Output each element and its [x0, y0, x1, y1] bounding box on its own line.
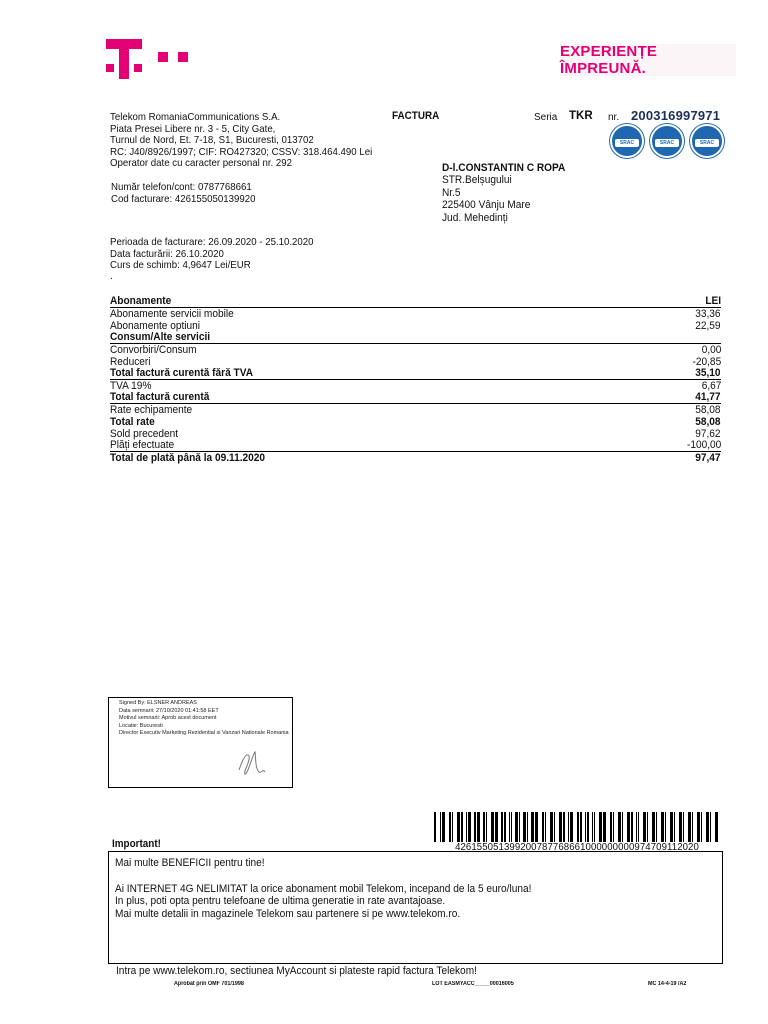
row-value: 35,10	[695, 367, 721, 379]
signature-location: Locatie: Bucuresti	[119, 722, 163, 729]
barcode	[432, 812, 722, 842]
company-registration: RC: J40/8926/1997; CIF: RO427320; CSSV: 318.464.490 Lei	[110, 145, 373, 158]
row-label: TVA 19%	[110, 380, 152, 392]
period-dot: .	[110, 270, 113, 282]
row-label: Total de plată până la 09.11.2020	[110, 452, 266, 464]
promo-line: Ai INTERNET 4G NELIMITAT la orice abonament mobil Telekom, incepand de la 5 euro/luna!	[115, 882, 532, 895]
row-label: Total rate	[110, 416, 155, 428]
handwritten-signature	[233, 746, 269, 778]
promo-line: Mai multe BENEFICII pentru tine!	[115, 857, 265, 869]
row-label: Plăți efectuate	[110, 439, 175, 451]
promo-box	[108, 851, 723, 964]
promo-line: In plus, poti opta pentru telefoane de ultima generatie in rate avantajoase.	[115, 895, 446, 907]
table-row	[110, 368, 721, 380]
telekom-logo	[92, 30, 212, 86]
row-value: 58,08	[695, 416, 721, 428]
seria-label: Seria	[534, 112, 558, 123]
table-row	[110, 440, 721, 452]
certification-seal-icon: SRAC	[650, 124, 684, 158]
invoice-table	[110, 296, 721, 464]
certification-seal-icon: SRAC	[610, 124, 644, 158]
table-row	[110, 404, 721, 416]
client-name: D-l.CONSTANTIN C ROPA	[442, 162, 566, 174]
row-value: 6,67	[701, 380, 721, 392]
barcode-number: 426155051399200787768661000000000974709112020	[455, 842, 699, 853]
row-label: Abonamente	[110, 295, 172, 307]
certification-seal-icon: SRAC	[690, 124, 724, 158]
table-row	[110, 332, 721, 344]
row-label: Convorbiri/Consum	[110, 344, 197, 356]
company-operator: Operator date cu caracter personal nr. 292	[110, 157, 293, 169]
row-label: Rate echipamente	[110, 404, 193, 416]
row-label: Total factură curentă	[110, 391, 210, 403]
row-label: Total factură curentă fără TVA	[110, 367, 254, 379]
phone-number: Număr telefon/cont: 0787768661	[111, 181, 252, 193]
billing-period: Perioada de facturare: 26.09.2020 - 25.10.2020	[110, 236, 314, 248]
certifications	[610, 124, 726, 158]
client-address-block	[442, 162, 722, 224]
brand-slogan: EXPERIENȚE ÎMPREUNĂ.	[560, 44, 736, 76]
myaccount-note: Intra pe www.telekom.ro, sectiunea MyAccount si plateste rapid factura Telekom!	[116, 965, 477, 977]
table-row	[110, 308, 721, 320]
invoice-title: FACTURA	[392, 110, 440, 122]
table-row	[110, 344, 721, 356]
row-value: LEI	[705, 295, 721, 307]
row-label: Abonamente servicii mobile	[110, 308, 234, 320]
promo-line: Mai multe detalii in magazinele Telekom sau partenere si pe www.telekom.ro.	[115, 907, 461, 920]
row-value: 22,59	[695, 320, 721, 332]
client-county: Jud. Mehedinți	[442, 211, 508, 224]
row-value: 41,77	[695, 391, 721, 403]
company-details	[110, 112, 410, 170]
row-label: Reduceri	[110, 356, 151, 368]
important-heading: Important!	[112, 838, 161, 850]
footer-lot: LOT EASMYACC_____00016005	[432, 981, 514, 987]
client-number: Nr.5	[442, 186, 461, 199]
table-row	[110, 452, 721, 464]
account-info	[111, 182, 411, 205]
invoice-number-label: nr.	[608, 112, 620, 123]
table-row	[110, 428, 721, 440]
invoice-number: 200316997971	[631, 108, 721, 123]
table-row	[110, 392, 721, 404]
seria-value: TKR	[569, 110, 593, 122]
row-value: -100,00	[686, 439, 721, 451]
digital-signature-box	[108, 697, 293, 788]
exchange-rate: Curs de schimb: 4,9647 Lei/EUR	[110, 259, 251, 271]
company-address-line: Turnul de Nord, Et. 7-18, S1, Bucuresti, 013702	[110, 134, 314, 146]
footer-approval: Aprobat prin OMF 701/1998	[174, 981, 244, 987]
company-name: Telekom RomaniaCommunications S.A.	[110, 111, 281, 123]
row-value: -20,85	[692, 356, 721, 368]
row-label: Consum/Alte servicii	[110, 331, 211, 343]
billing-code: Cod facturare: 426155050139920	[111, 192, 256, 205]
table-row	[110, 296, 721, 308]
footer-code: MC 14-4-19 /A2	[648, 981, 687, 987]
row-label: Abonamente optiuni	[110, 320, 201, 332]
billing-period-info	[110, 237, 410, 282]
signature-signer: Signed By: ELSNER ANDREAS	[119, 700, 197, 706]
row-value: 33,36	[695, 308, 721, 320]
row-value: 58,08	[695, 404, 721, 416]
company-address-line: Piata Presei Libere nr. 3 - 5, City Gate,	[110, 122, 276, 135]
signature-date: Data semnarii: 27/10/2020 01:41:58 EET	[119, 707, 219, 714]
signature-reason: Motivul semnarii: Aprob acest document	[119, 715, 217, 722]
table-row	[110, 416, 721, 428]
row-value: 0,00	[701, 344, 721, 356]
client-street: STR.Belșugului	[442, 174, 512, 186]
invoice-date: Data facturării: 26.10.2020	[110, 247, 224, 260]
row-value: 97,47	[695, 452, 721, 464]
signature-role: Director Executiv Marketing Rezidential si Vanzari Nationale Romania	[119, 730, 289, 737]
row-label: Sold precedent	[110, 428, 179, 440]
client-city: 225400 Vânju Mare	[442, 199, 531, 211]
row-value: 97,62	[695, 428, 721, 440]
